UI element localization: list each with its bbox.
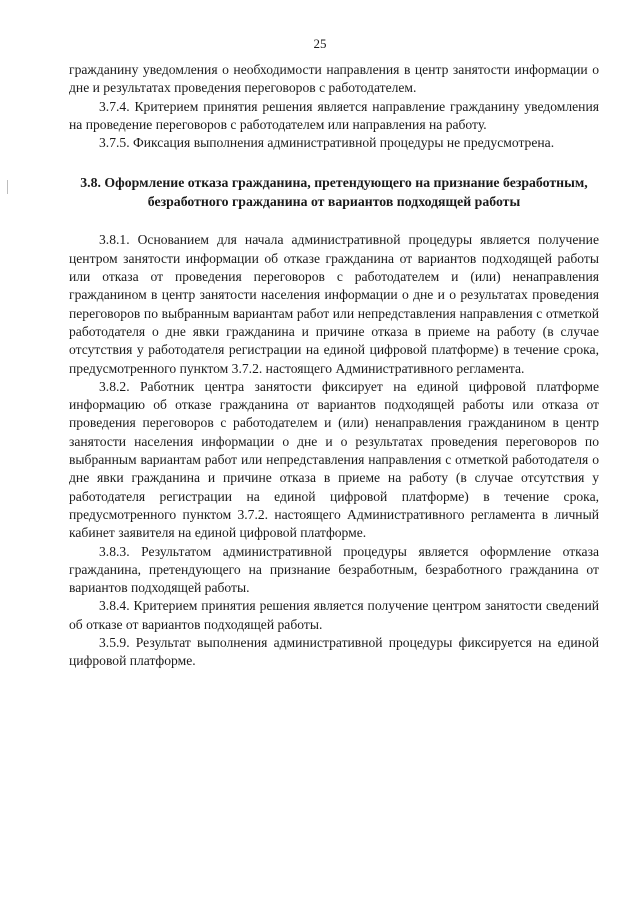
section-heading-3-8: 3.8. Оформление отказа гражданина, претендующего на признание безработным, безработного гражданина от вариантов подходящей работы — [80, 175, 588, 209]
paragraph-3-8-3: 3.8.3. Результатом административной процедуры является оформление отказа гражданина, претендующего на признание безработным, безработного гражданина от вариантов подходящей работы. — [69, 543, 599, 596]
page-number: 25 — [313, 36, 327, 51]
paragraph-3-8-1: 3.8.1. Основанием для начала административной процедуры является получение центром занятости информации об отказе гражданина от вариантов подходящей работы или отказа от проведения переговоров с работодателем и (или) ненаправления гражданином в центр занятости населения информации о дне и о результатах проведения переговоров по выбранным вариантам работ или непредставления направления с отметкой работодателя о дне явки гражданина и причине отказа в приеме на работу (в случае отсутствия у работодателя регистрации на единой цифровой платформе) в течение срока, предусмотренного пунктом 3.7.2. настоящего Административного регламента. — [69, 232, 599, 376]
paragraph-3-7-5: 3.7.5. Фиксация выполнения административной процедуры не предусмотрена. — [99, 135, 555, 151]
paragraph-intro-continuation: гражданину уведомления о необходимости направления в центр занятости информации о дне и результатах проведения переговоров с работодателем. — [69, 62, 599, 96]
paragraph-3-8-2: 3.8.2. Работник центра занятости фиксирует на единой цифровой платформе информацию об отказе гражданина от вариантов подходящей работы или отказа от проведения переговоров с работодателем и (или) ненаправления гражданином в центр занятости населения информации о дне и о результатах проведения переговоров по выбранным вариантам работ или непредставления направления с отметкой работодателя о дне явки гражданина и причине отказа в приеме на работу (в случае отсутствия у работодателя регистрации на единой цифровой платформе) в течение срока, предусмотренного пунктом 3.7.2. настоящего Административного регламента в личный кабинет заявителя на единой цифровой платформе. — [69, 378, 599, 541]
page-body — [69, 61, 599, 671]
paragraph-3-7-4: 3.7.4. Критерием принятия решения является направление гражданину уведомления на проведение переговоров с работодателем или направления на работу. — [69, 98, 599, 132]
paragraph-3-5-9: 3.5.9. Результат выполнения административной процедуры фиксируется на единой цифровой платформе. — [69, 635, 599, 669]
scan-margin-mark — [7, 180, 8, 194]
paragraph-3-8-4: 3.8.4. Критерием принятия решения является получение центром занятости сведений об отказе от вариантов подходящей работы. — [69, 598, 599, 632]
